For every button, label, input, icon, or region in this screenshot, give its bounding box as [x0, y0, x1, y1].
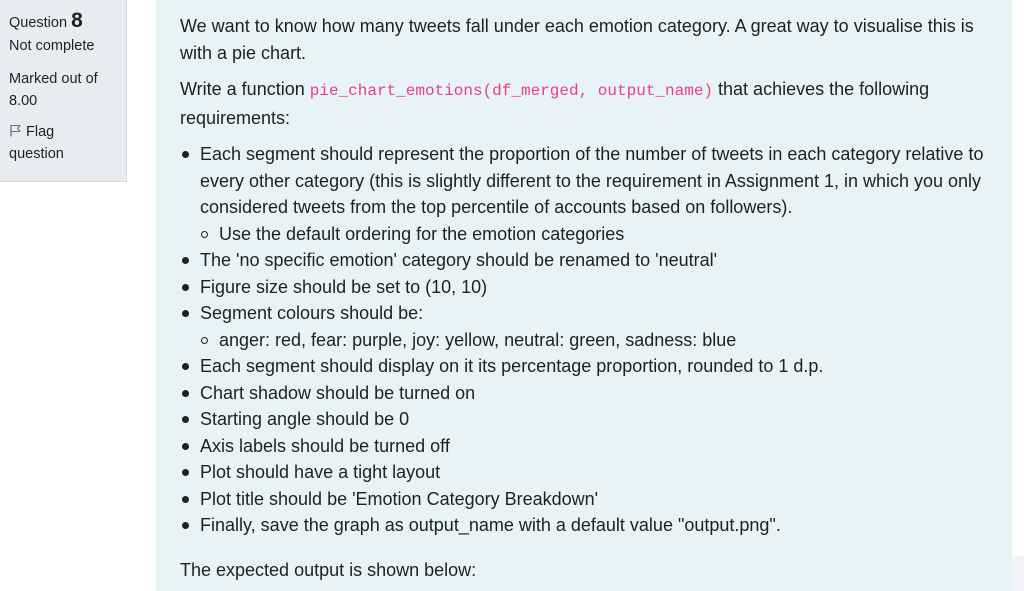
list-item: Plot should have a tight layout	[180, 459, 997, 486]
list-item: Segment colours should be:	[180, 300, 997, 327]
list-item: Figure size should be set to (10, 10)	[180, 274, 997, 301]
list-item: Axis labels should be turned off	[180, 433, 997, 460]
list-item: anger: red, fear: purple, joy: yellow, neutral: green, sadness: blue	[180, 327, 997, 354]
list-item: Starting angle should be 0	[180, 406, 997, 433]
list-item: Plot title should be 'Emotion Category Breakdown'	[180, 486, 997, 513]
list-item: Each segment should represent the proportion of the number of tweets in each category relative to every other category (this is slightly different to the requirement in Assignment 1, in which you only considered tweets from the top percentile of accounts based on followers).	[180, 141, 997, 221]
list-item: Use the default ordering for the emotion categories	[180, 221, 997, 248]
max-mark: 8.00	[9, 93, 38, 109]
write-suffix: that achieves the following requirements:	[180, 79, 930, 128]
list-item: Finally, save the graph as output_name with a default value "output.png".	[180, 512, 997, 539]
flag-label: Flag	[26, 124, 55, 140]
write-prefix: Write a function	[180, 79, 305, 99]
intro-paragraph: We want to know how many tweets fall under each emotion category. A great way to visualise this is with a pie chart.	[180, 16, 974, 63]
expected-output-text: The expected output is shown below:	[180, 559, 477, 580]
list-item: Chart shadow should be turned on	[180, 380, 997, 407]
question-label: Question	[9, 15, 68, 31]
function-paragraph	[180, 76, 997, 131]
list-item: The 'no specific emotion' category should be renamed to 'neutral'	[180, 247, 997, 274]
flag-label-question: question	[9, 146, 64, 162]
page-edge	[1012, 556, 1024, 591]
question-state: Not complete	[9, 38, 95, 54]
list-item: Each segment should display on it its percentage proportion, rounded to 1 d.p.	[180, 353, 997, 380]
flag-icon	[9, 124, 22, 137]
question-text	[156, 0, 1012, 591]
question-grade	[9, 68, 117, 112]
question-number-value: 8	[71, 9, 83, 32]
flag-question-link[interactable]	[9, 121, 117, 165]
question-number	[9, 6, 117, 36]
question-info-panel	[0, 0, 127, 182]
marked-out-of-label: Marked out of	[9, 71, 98, 87]
function-signature: pie_chart_emotions(df_merged, output_name)	[309, 82, 714, 100]
requirements-list	[180, 141, 997, 539]
